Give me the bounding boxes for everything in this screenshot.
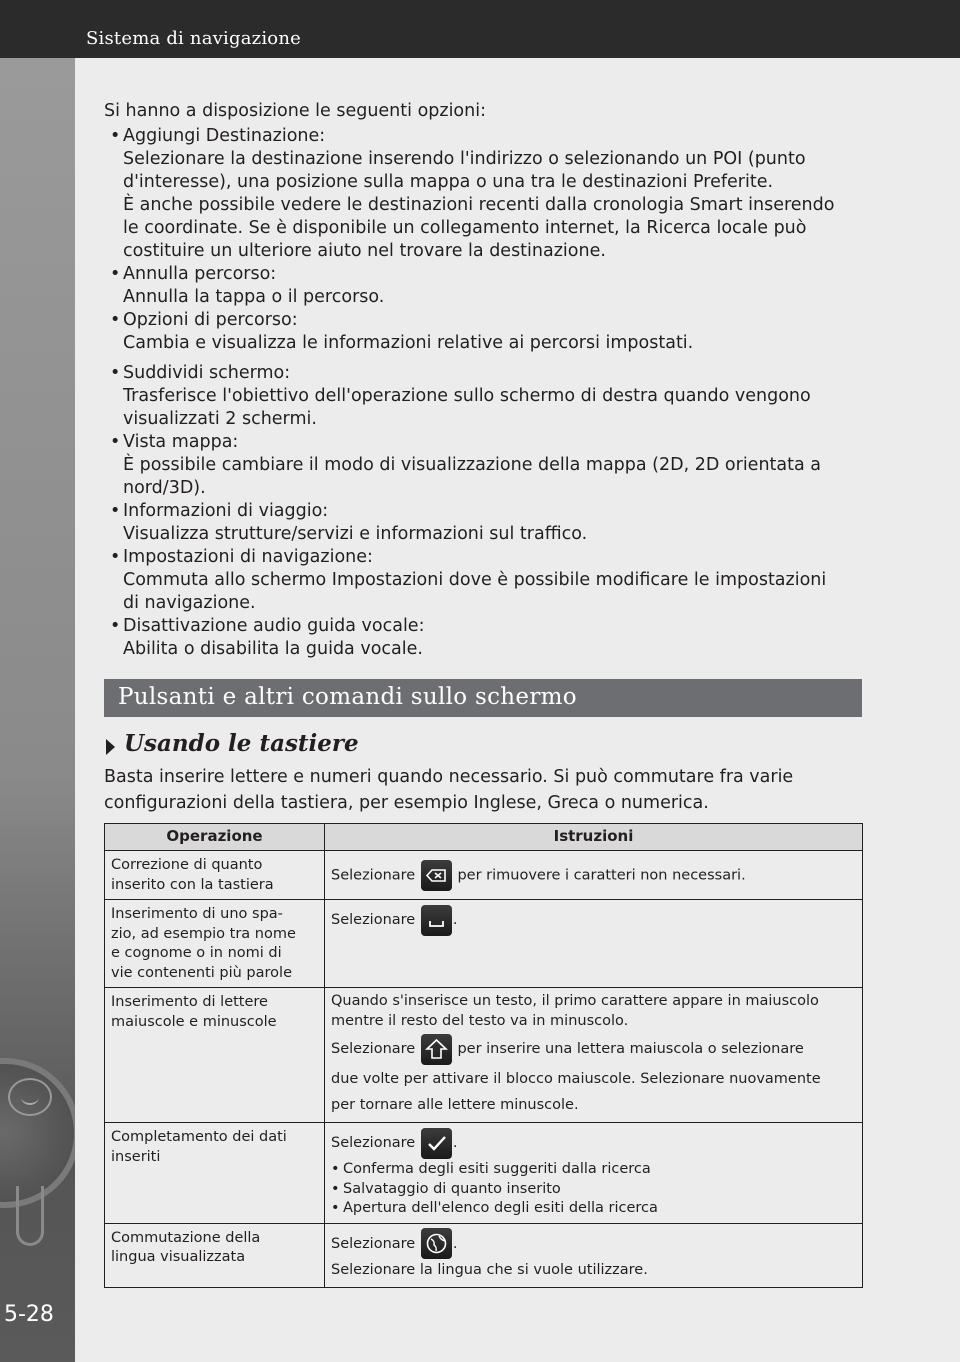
instruction-cell xyxy=(325,988,863,1123)
operation-cell xyxy=(105,1223,325,1287)
options-intro: Si hanno a disposizione le seguenti opzioni: xyxy=(104,101,486,121)
table-row xyxy=(105,851,863,900)
instruction-text: . xyxy=(452,1235,458,1252)
intro-line: Basta inserire lettere e numeri quando necessario. Si può commutare fra varie xyxy=(104,767,794,787)
list-item xyxy=(331,1160,856,1180)
bullet: • xyxy=(110,126,121,146)
globe-icon xyxy=(421,1228,452,1259)
instruction-bullets xyxy=(331,1160,856,1219)
list-item-text: Apertura dell'elenco degli esiti della ricerca xyxy=(343,1200,658,1216)
instruction-text: Selezionare xyxy=(331,1041,416,1057)
instruction-cell xyxy=(325,851,863,900)
brand-logo-icon xyxy=(8,1078,52,1116)
table-row xyxy=(105,1223,863,1287)
operation-line: Inserimento di uno spa- xyxy=(111,906,283,922)
instruction-text: . xyxy=(452,912,458,928)
bullet: • xyxy=(331,1161,340,1177)
list-item xyxy=(331,1199,856,1219)
option-item xyxy=(104,431,864,500)
operation-line: vie contenenti più parole xyxy=(111,964,292,981)
option-title: Suddividi schermo: xyxy=(123,363,291,383)
option-desc: Visualizza strutture/servizi e informazioni sul traffico. xyxy=(123,524,588,544)
bullet: • xyxy=(110,310,121,330)
instruction-text: Selezionare xyxy=(331,867,416,883)
operation-line: zio, ad esempio tra nome xyxy=(111,925,296,942)
option-desc: di navigazione. xyxy=(123,593,256,613)
option-desc: È anche possibile vedere le destinazioni recenti dalla cronologia Smart inserendo xyxy=(123,195,835,215)
operation-line: Inserimento di lettere xyxy=(111,994,268,1010)
options-section xyxy=(104,100,864,661)
operation-cell xyxy=(105,851,325,900)
option-desc: visualizzati 2 schermi. xyxy=(123,409,317,429)
shift-icon xyxy=(421,1034,452,1065)
option-title: Opzioni di percorso: xyxy=(123,310,298,330)
operation-line: maiuscole e minuscole xyxy=(111,1013,277,1030)
option-desc: Annulla la tappa o il percorso. xyxy=(123,287,385,307)
keyboard-intro xyxy=(104,764,864,816)
option-desc: Trasferisce l'obiettivo dell'operazione sullo schermo di destra quando vengono xyxy=(123,386,811,406)
bullet: • xyxy=(110,501,121,521)
option-item xyxy=(104,309,864,355)
option-item xyxy=(104,500,864,546)
bullet: • xyxy=(331,1200,340,1216)
wheel-spoke-image xyxy=(16,1186,44,1246)
option-title: Disattivazione audio guida vocale: xyxy=(123,616,425,636)
option-item xyxy=(104,362,864,431)
operation-line: Commutazione della xyxy=(111,1229,261,1246)
option-desc: Commuta allo schermo Impostazioni dove è possibile modificare le impostazioni xyxy=(123,570,827,590)
operation-cell xyxy=(105,1123,325,1224)
sub-heading-text: Usando le tastiere xyxy=(124,730,359,757)
column-header: Istruzioni xyxy=(325,824,863,851)
column-header: Operazione xyxy=(105,824,325,851)
option-title: Vista mappa: xyxy=(123,432,239,452)
option-desc: le coordinate. Se è disponibile un collegamento internet, la Ricerca locale può xyxy=(123,218,807,238)
option-desc: È possibile cambiare il modo di visualizzazione della mappa (2D, 2D orientata a xyxy=(123,455,821,475)
operation-cell xyxy=(105,988,325,1123)
option-item xyxy=(104,263,864,309)
bullet: • xyxy=(110,264,121,284)
instruction-line: per tornare alle lettere minuscole. xyxy=(331,1097,579,1113)
option-desc: Cambia e visualizza le informazioni relative ai percorsi impostati. xyxy=(123,333,694,353)
operation-line: lingua visualizzata xyxy=(111,1249,246,1265)
table-row xyxy=(105,1123,863,1224)
header-bar xyxy=(0,0,960,58)
instruction-text: per rimuovere i caratteri non necessari. xyxy=(457,867,746,883)
option-item xyxy=(104,546,864,615)
option-desc: d'interesse), una posizione sulla mappa o una tra le destinazioni Preferite. xyxy=(123,172,774,192)
instruction-text: Selezionare xyxy=(331,1135,416,1151)
operation-line: inseriti xyxy=(111,1148,161,1165)
bullet: • xyxy=(110,432,121,452)
list-item-text: Salvataggio di quanto inserito xyxy=(343,1180,561,1197)
bullet: • xyxy=(110,616,121,636)
operation-line: Completamento dei dati xyxy=(111,1129,287,1145)
instruction-cell xyxy=(325,1223,863,1287)
checkmark-icon xyxy=(421,1128,452,1159)
option-title: Annulla percorso: xyxy=(123,264,277,284)
option-desc: nord/3D). xyxy=(123,478,206,498)
instruction-text: . xyxy=(452,1135,458,1151)
section-heading-text: Pulsanti e altri comandi sullo schermo xyxy=(118,684,577,710)
instruction-cell xyxy=(325,1123,863,1224)
heading-marker-icon xyxy=(106,739,115,755)
instruction-text: Selezionare xyxy=(331,1235,416,1252)
operation-cell xyxy=(105,900,325,988)
option-title: Impostazioni di navigazione: xyxy=(123,547,373,567)
page-number: 5-28 xyxy=(4,1302,54,1327)
instruction-line: due volte per attivare il blocco maiuscole. Selezionare nuovamente xyxy=(331,1071,821,1087)
table-row xyxy=(105,900,863,988)
instruction-line: Quando s'inserisce un testo, il primo carattere appare in maiuscolo xyxy=(331,993,819,1009)
instruction-cell xyxy=(325,900,863,988)
bullet: • xyxy=(110,363,121,383)
table-header-row xyxy=(105,824,863,851)
backspace-icon xyxy=(421,860,452,891)
page-header-title: Sistema di navigazione xyxy=(86,28,301,49)
instruction-line: mentre il resto del testo va in minuscolo. xyxy=(331,1012,629,1029)
bullet: • xyxy=(110,547,121,567)
option-desc: Abilita o disabilita la guida vocale. xyxy=(123,639,423,659)
option-desc: costituire un ulteriore aiuto nel trovare la destinazione. xyxy=(123,241,606,261)
instruction-text: Selezionare xyxy=(331,912,416,928)
options-list xyxy=(104,125,864,661)
option-title: Aggiungi Destinazione: xyxy=(123,126,326,146)
instruction-text: per inserire una lettera maiuscola o selezionare xyxy=(457,1041,804,1057)
list-item xyxy=(331,1180,856,1200)
space-icon xyxy=(421,905,452,936)
option-item xyxy=(104,615,864,661)
intro-line: configurazioni della tastiera, per esempio Inglese, Greca o numerica. xyxy=(104,793,709,813)
table-row xyxy=(105,988,863,1123)
operation-line: e cognome o in nomi di xyxy=(111,945,282,961)
option-title: Informazioni di viaggio: xyxy=(123,501,329,521)
instruction-line: Selezionare la lingua che si vuole utilizzare. xyxy=(331,1261,648,1278)
operation-line: inserito con la tastiera xyxy=(111,876,274,893)
list-item-text: Conferma degli esiti suggeriti dalla ricerca xyxy=(343,1161,651,1177)
section-heading xyxy=(104,679,862,717)
option-desc: Selezionare la destinazione inserendo l'indirizzo o selezionando un POI (punto xyxy=(123,149,806,169)
side-strip xyxy=(0,58,75,1362)
operation-line: Correzione di quanto xyxy=(111,857,263,873)
operations-table xyxy=(104,823,863,1288)
bullet: • xyxy=(331,1180,340,1197)
option-item xyxy=(104,125,864,263)
